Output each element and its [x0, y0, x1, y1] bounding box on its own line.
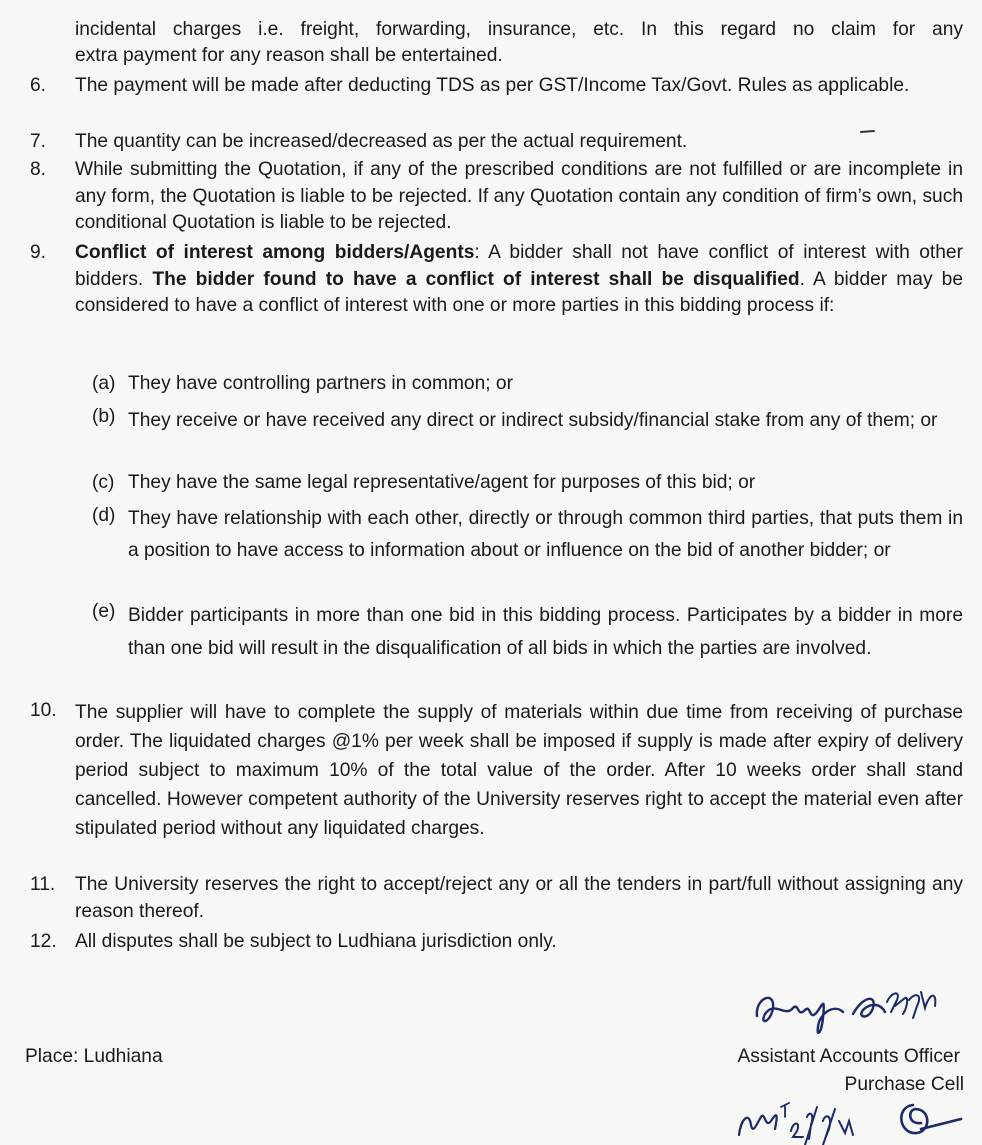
place-label: Place: Ludhiana: [25, 1046, 163, 1067]
conflict-text-b: . A bidder may be considered to have a conflict of interest with one or more parties in this bidding process if:: [75, 268, 964, 316]
subitem-label: (b): [92, 406, 116, 427]
officer-designation: Assistant Accounts Officer: [737, 1046, 960, 1067]
intro-line-1: incidental charges i.e. freight, forwarding, insurance, etc. In this regard no claim for any: [75, 19, 963, 40]
subitem-e: Bidder participants in more than one bid in this bidding process. Participates by a bidder in more than one bid will result in the disqualification of all bids in which the parties are involved.: [128, 605, 963, 659]
intro-line-2: extra payment for any reason shall be entertained.: [75, 45, 503, 66]
conflict-heading: Conflict of interest among bidders/Agents: [75, 242, 475, 263]
item-number: 8.: [30, 159, 47, 180]
conflict-text-a: : A bidder shall not have conflict of interest with other bidders.: [75, 242, 963, 290]
subitem-c: They have the same legal representative/agent for purposes of this bid; or: [128, 472, 756, 493]
signature-officer: [745, 978, 945, 1048]
subitem-label: (a): [92, 373, 116, 394]
subitem-d: They have relationship with each other, directly or through common third parties, that puts them in a position to have access to information about or influence on the bid of another bidder; or: [128, 508, 963, 561]
condition-item-12: All disputes shall be subject to Ludhiana jurisdiction only.: [75, 931, 557, 952]
item-number: 9.: [30, 242, 47, 263]
item-number: 6.: [30, 75, 47, 96]
signature-initials: [735, 1095, 975, 1145]
condition-item-10: The supplier will have to complete the supply of materials within due time from receiving of purchase order. The liquidated charges @1% per week shall be imposed if supply is made after expiry of delivery period subject to maximum 10% of the total value of the order. After 10 weeks order shall stand cancelled. However competent authority of the University reserves right to accept the material even after stipulated period without any liquidated charges.: [75, 702, 963, 839]
subitem-label: (c): [92, 472, 115, 493]
conflict-disqualified: The bidder found to have a conflict of interest shall be disqualified: [152, 268, 800, 290]
department-label: Purchase Cell: [844, 1074, 964, 1095]
subitem-a: They have controlling partners in common; or: [128, 373, 513, 394]
condition-item-9: [75, 240, 963, 320]
condition-item-11: The University reserves the right to accept/reject any or all the tenders in part/full without assigning any reason thereof.: [75, 874, 963, 922]
subitem-label: (e): [92, 601, 116, 622]
condition-item-6: The payment will be made after deducting TDS as per GST/Income Tax/Govt. Rules as applicable.: [75, 75, 910, 96]
item-number: 12.: [30, 931, 57, 952]
item-number: 11.: [30, 874, 56, 895]
condition-item-8: While submitting the Quotation, if any of the prescribed conditions are not fulfilled or are incomplete in any form, the Quotation is liable to be rejected. If any Quotation contain any condition of firm’s own, such conditional Quotation is liable to be rejected.: [75, 159, 963, 233]
condition-item-7: The quantity can be increased/decreased as per the actual requirement.: [75, 131, 688, 152]
stray-mark: [860, 128, 876, 136]
subitem-b: They receive or have received any direct or indirect subsidy/financial stake from any of them; or: [128, 410, 938, 431]
item-number: 7.: [30, 131, 47, 152]
subitem-label: (d): [92, 505, 116, 526]
item-number: 10.: [30, 700, 57, 721]
